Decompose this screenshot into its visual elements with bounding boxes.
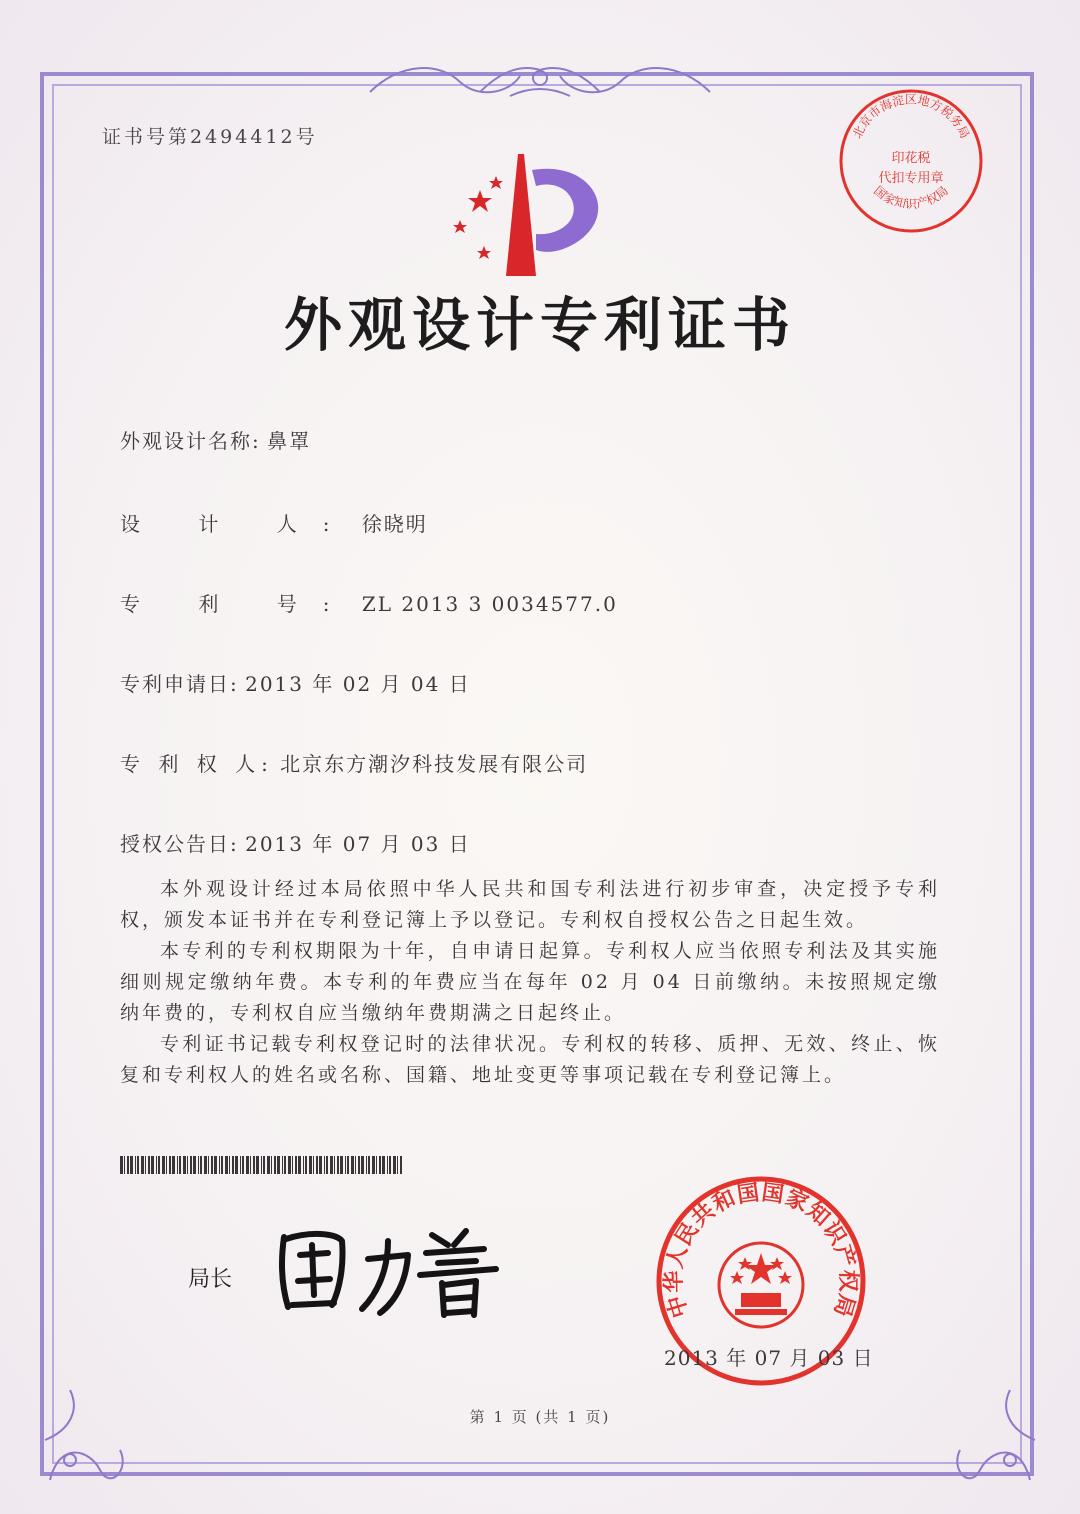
field-label: 专 利 权 人:: [120, 752, 274, 776]
stamp-duty-seal-icon: [836, 86, 986, 236]
field-patentee: [120, 748, 588, 777]
field-designer: [120, 508, 428, 537]
body-paragraph: 本专利的专利权期限为十年，自申请日起算。专利权人应当依照专利法及其实施细则规定缴纳年费。本专利的年费应当在每年 02 月 04 日前缴纳。未按照规定缴纳年费的，专利权自应当缴纳年费期满之日起终止。: [120, 940, 940, 1024]
field-value: 2013 年 02 月 04 日: [245, 672, 471, 696]
field-label: 专利申请日:: [120, 672, 239, 696]
certificate-title: 外观设计专利证书: [283, 291, 796, 359]
svg-text:印花税: 印花税: [891, 151, 931, 166]
patent-office-logo-icon: [440, 150, 620, 282]
director-label: 局长: [188, 1267, 233, 1292]
field-application-date: [120, 668, 471, 697]
field-grant-date: [120, 828, 471, 857]
barcode-icon: [120, 1156, 404, 1174]
field-label: 授权公告日:: [120, 832, 239, 856]
field-label: 设 计 人:: [120, 512, 356, 536]
field-value: 2013 年 07 月 03 日: [245, 832, 471, 856]
field-label: 专 利 号:: [120, 592, 356, 616]
bottom-right-ornament-icon: [930, 1380, 1040, 1490]
body-paragraph: 专利证书记载专利权登记时的法律状况。专利权的转移、质押、无效、终止、恢复和专利权人的姓名或名称、国籍、地址变更等事项记载在专利登记簿上。: [120, 1033, 940, 1086]
field-value: ZL 2013 3 0034577.0: [361, 592, 618, 616]
svg-text:中华人民共和国国家知识产权局: 中华人民共和国国家知识产权局: [660, 1179, 862, 1321]
svg-text:代扣专用章: 代扣专用章: [878, 171, 944, 186]
page-footer: 第 1 页 (共 1 页): [469, 1408, 611, 1426]
svg-text:国家知识产权局: 国家知识产权局: [871, 183, 951, 211]
bottom-left-ornament-icon: [40, 1380, 150, 1490]
field-value: 北京东方潮汐科技发展有限公司: [280, 752, 589, 776]
top-ornament-icon: [360, 52, 720, 108]
certificate-body: [120, 874, 940, 1091]
field-patent-number: [120, 588, 618, 617]
svg-text:北京市海淀区地方税务局: 北京市海淀区地方税务局: [849, 92, 973, 141]
seal-date: 2013 年 07 月 03 日: [664, 1346, 874, 1370]
body-paragraph: 本外观设计经过本局依照中华人民共和国专利法进行初步审查，决定授予专利权，颁发本证书并在专利登记簿上予以登记。专利权自授权公告之日起生效。: [120, 878, 940, 931]
field-design-name: [120, 425, 311, 454]
certificate-number: 证书号第2494412号: [102, 126, 318, 148]
director-signature: [270, 1215, 510, 1325]
field-value: 鼻罩: [267, 429, 312, 453]
field-label: 外观设计名称:: [120, 429, 261, 453]
field-value: 徐晓明: [361, 512, 428, 536]
